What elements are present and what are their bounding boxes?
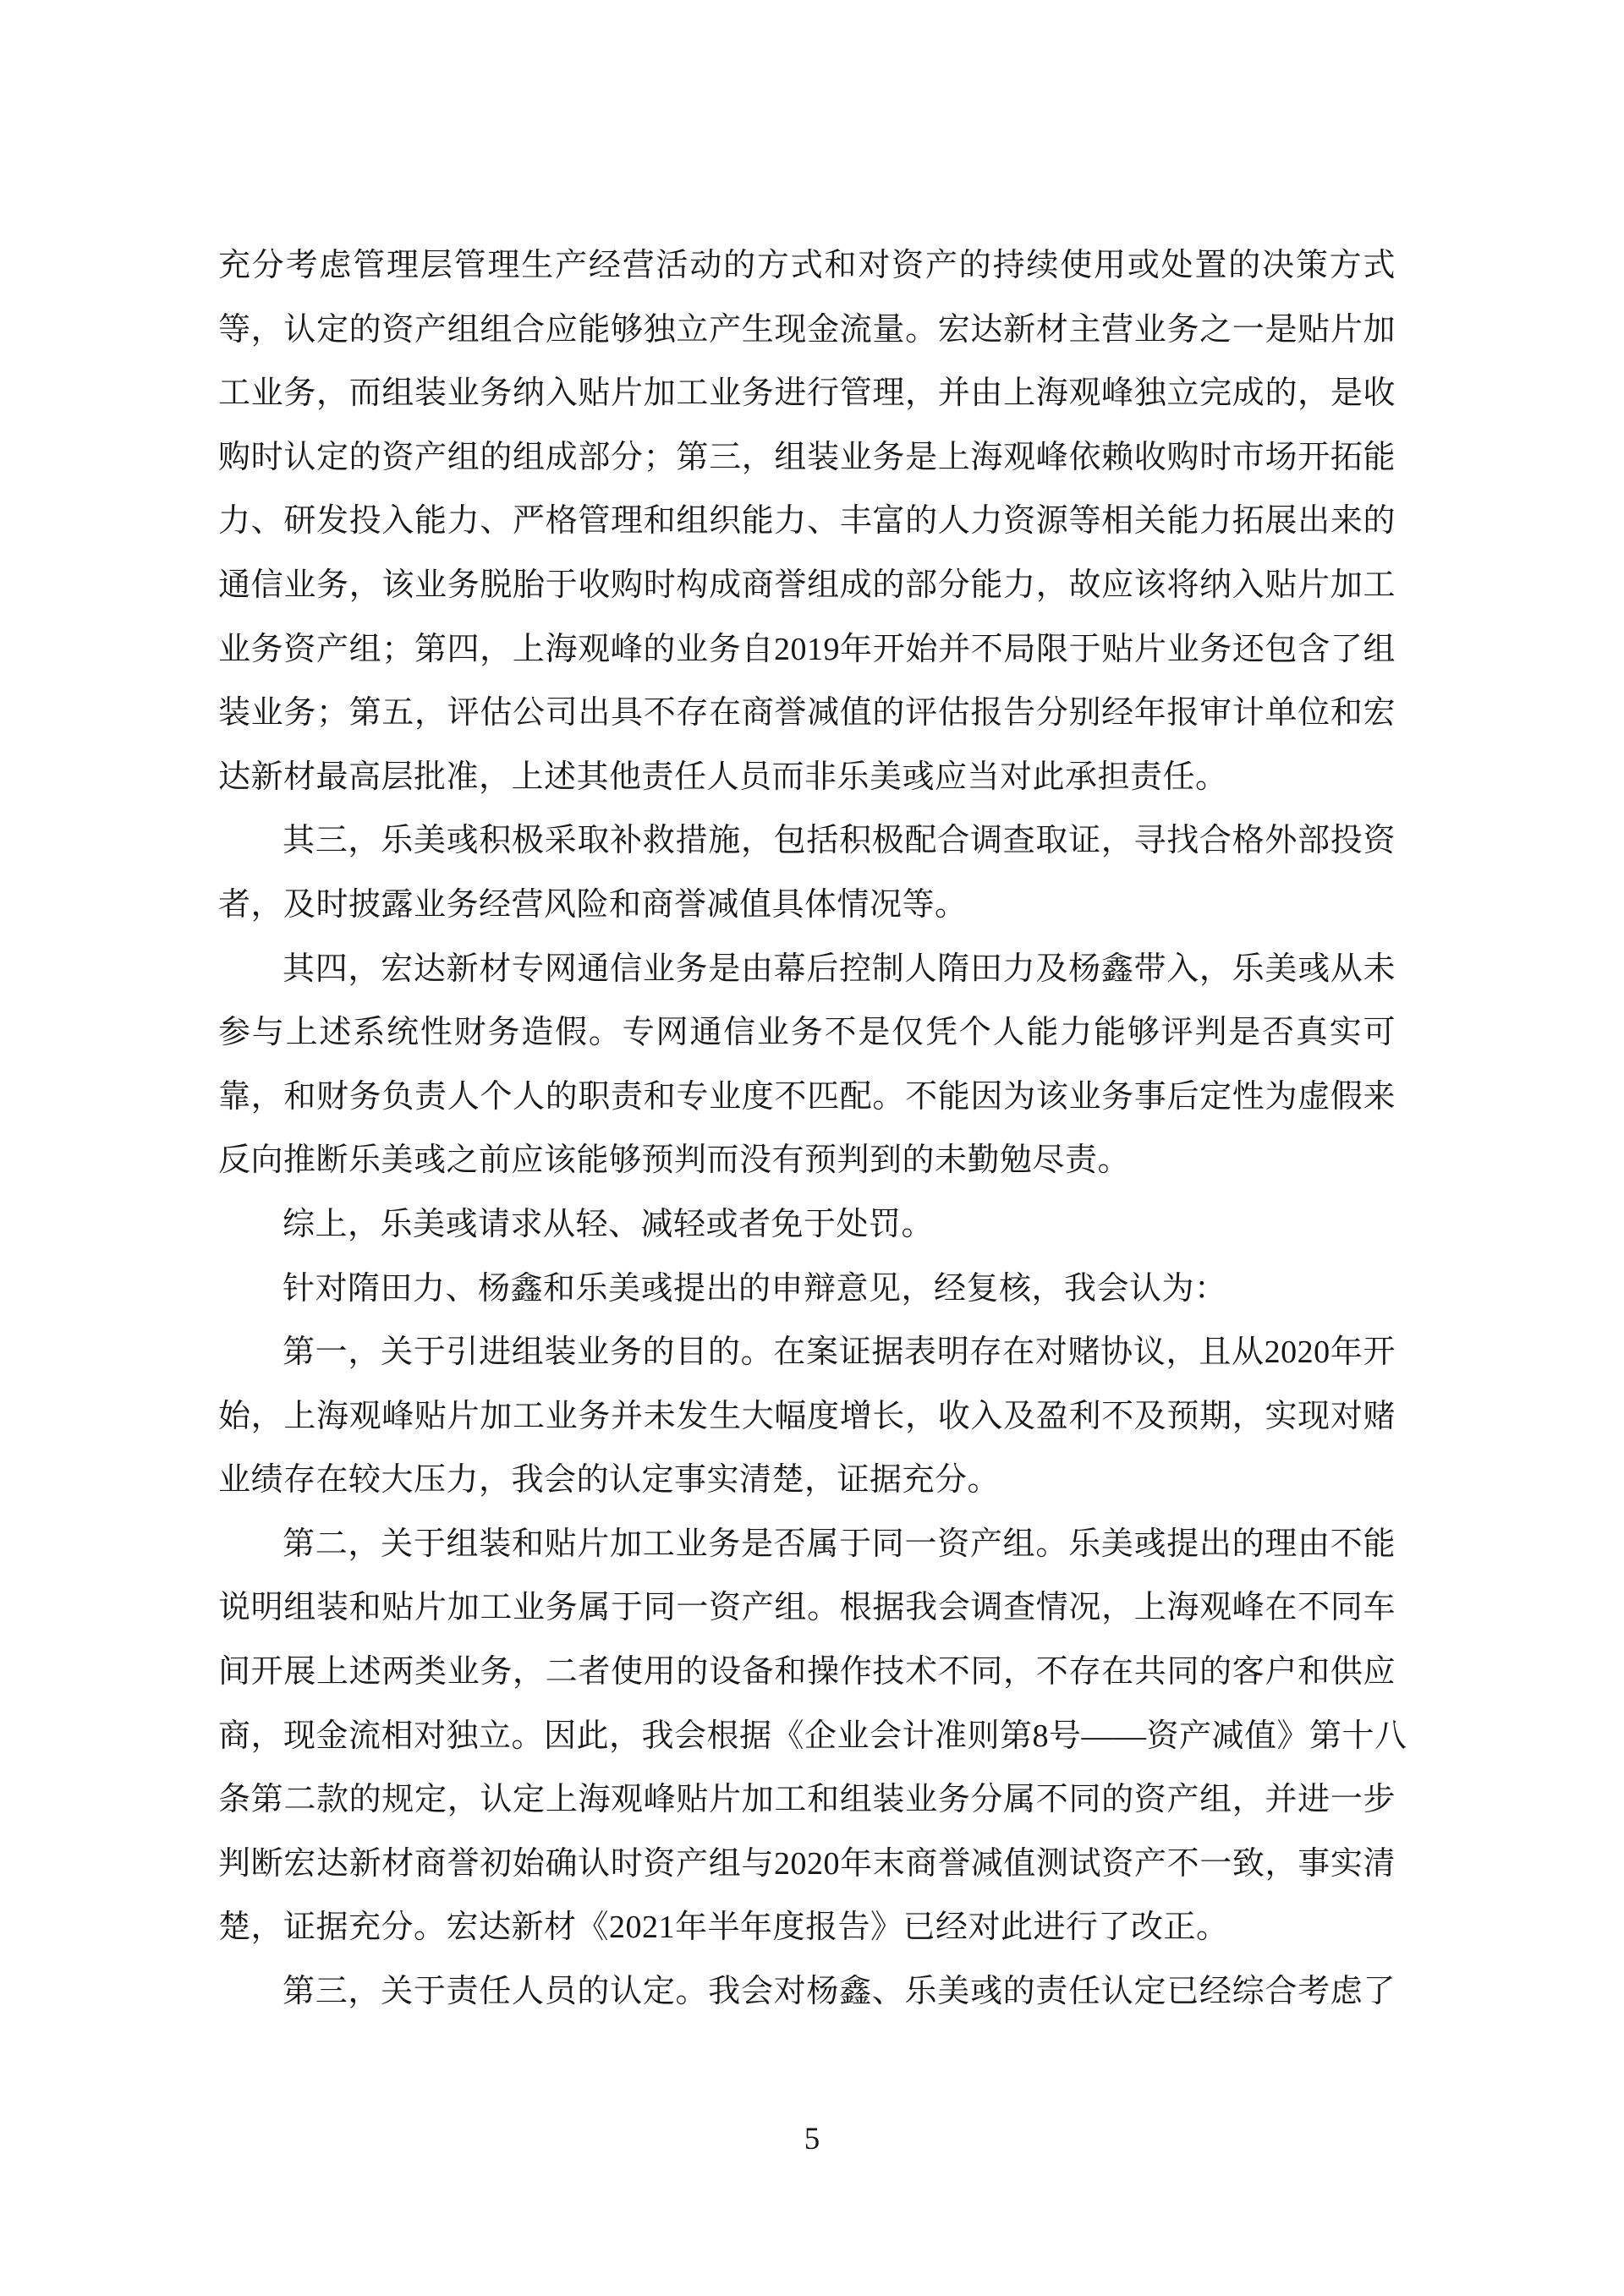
text-line: 第一，关于引进组装业务的目的。在案证据表明存在对赌协议，且从2020年开 <box>283 1334 1396 1371</box>
document-body <box>218 234 1407 2025</box>
text-line: 力、研发投入能力、严格管理和组织能力、丰富的人力资源等相关能力拓展出来的 <box>218 503 1396 540</box>
text-line: 等，认定的资产组组合应能够独立产生现金流量。宏达新材主营业务之一是贴片加 <box>218 311 1396 348</box>
text-line: 其四，宏达新材专网通信业务是由幕后控制人隋田力及杨鑫带入，乐美彧从未 <box>283 951 1396 987</box>
text-line: 第二，关于组装和贴片加工业务是否属于同一资产组。乐美彧提出的理由不能 <box>283 1526 1396 1562</box>
text-line: 参与上述系统性财务造假。专网通信业务不是仅凭个人能力能够评判是否真实可 <box>218 1015 1396 1051</box>
text-line: 针对隋田力、杨鑫和乐美彧提出的申辩意见，经复核，我会认为： <box>283 1270 1227 1307</box>
page-number: 5 <box>804 2122 820 2156</box>
text-line: 反向推断乐美彧之前应该能够预判而没有预判到的未勤勉尽责。 <box>218 1143 1131 1179</box>
text-line: 者，及时披露业务经营风险和商誉减值具体情况等。 <box>218 886 968 923</box>
text-line: 始，上海观峰贴片加工业务并未发生大幅度增长，收入及盈利不及预期，实现对赌 <box>218 1398 1396 1434</box>
text-line: 靠，和财务负责人个人的职责和专业度不匹配。不能因为该业务事后定性为虚假来 <box>218 1078 1396 1115</box>
text-line: 业务资产组；第四，上海观峰的业务自2019年开始并不局限于贴片业务还包含了组 <box>218 631 1396 667</box>
text-line: 工业务，而组装业务纳入贴片加工业务进行管理，并由上海观峰独立完成的，是收 <box>218 375 1396 412</box>
text-line: 达新材最高层批准，上述其他责任人员而非乐美彧应当对此承担责任。 <box>218 759 1228 795</box>
text-line: 业绩存在较大压力，我会的认定事实清楚，证据充分。 <box>218 1462 1001 1499</box>
text-line: 装业务；第五，评估公司出具不存在商誉减值的评估报告分别经年报审计单位和宏 <box>218 695 1396 732</box>
text-line: 综上，乐美彧请求从轻、减轻或者免于处罚。 <box>283 1206 935 1242</box>
text-line: 通信业务，该业务脱胎于收购时构成商誉组成的部分能力，故应该将纳入贴片加工 <box>218 567 1396 603</box>
text-line: 判断宏达新材商誉初始确认时资产组与2020年末商誉减值测试资产不一致，事实清 <box>218 1845 1396 1882</box>
text-line: 条第二款的规定，认定上海观峰贴片加工和组装业务分属不同的资产组，并进一步 <box>218 1782 1396 1818</box>
text-line: 充分考虑管理层管理生产经营活动的方式和对资产的持续使用或处置的决策方式 <box>218 248 1396 283</box>
text-line: 第三，关于责任人员的认定。我会对杨鑫、乐美彧的责任认定已经综合考虑了 <box>283 1974 1396 2010</box>
text-line: 购时认定的资产组的组成部分；第三，组装业务是上海观峰依赖收购时市场开拓能 <box>218 439 1396 475</box>
text-line: 间开展上述两类业务，二者使用的设备和操作技术不同，不存在共同的客户和供应 <box>218 1654 1396 1690</box>
text-line: 其三，乐美彧积极采取补救措施，包括积极配合调查取证，寻找合格外部投资 <box>283 823 1396 859</box>
text-line: 楚，证据充分。宏达新材《2021年半年度报告》已经对此进行了改正。 <box>218 1910 1229 1946</box>
text-line: 说明组装和贴片加工业务属于同一资产组。根据我会调查情况，上海观峰在不同车 <box>218 1590 1396 1626</box>
text-line: 商，现金流相对独立。因此，我会根据《企业会计准则第8号——资产减值》第十八 <box>218 1718 1407 1754</box>
